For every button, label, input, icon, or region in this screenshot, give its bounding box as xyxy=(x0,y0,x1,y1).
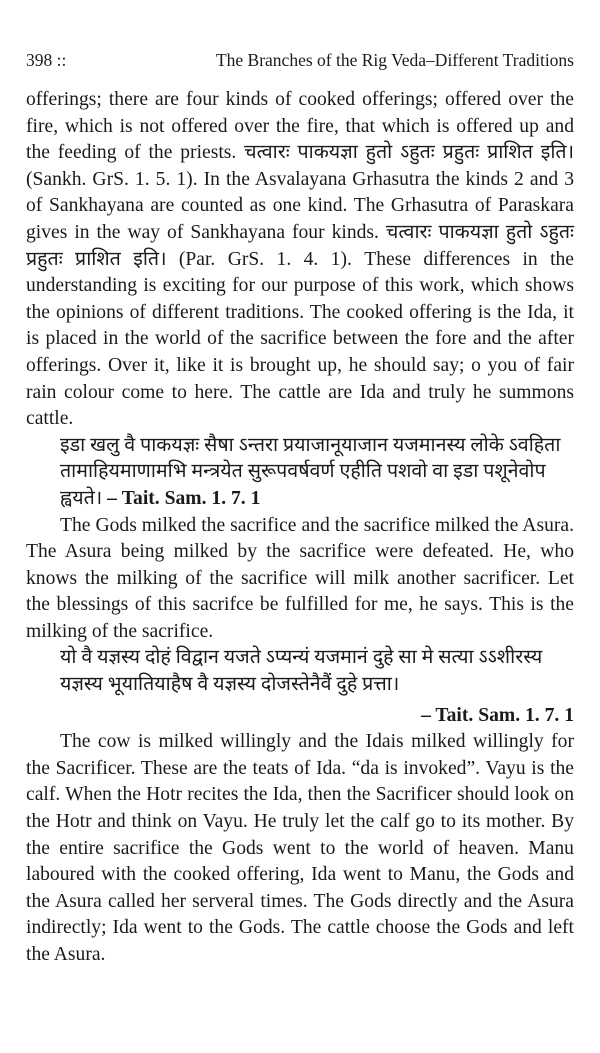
running-title: The Branches of the Rig Veda–Different Traditions xyxy=(215,50,574,70)
sanskrit-line: तामाहियमाणामभि मन्त्रयेत सुरूपवर्षवर्ण एहीति पशवो वा इडा पशूनेवोप xyxy=(60,461,546,483)
sanskrit-quote-2 xyxy=(26,645,574,698)
text-line: and the after offerings. Over it, like it is brought up, he should xyxy=(26,328,574,376)
running-header xyxy=(26,50,574,71)
text-line: say; o you of fair rain colour come to here. The cattle are Ida and xyxy=(26,354,575,403)
sanskrit-line: यो वै यज्ञस्य दोहं विद्वान यजते ऽप्यन्यं यजमानं दुहे सा मे सत्या ऽऽशीरस्य xyxy=(60,647,543,669)
body-text xyxy=(26,87,574,969)
citation: – Tait. Sam. 1. 7. 1 xyxy=(107,487,261,509)
text-line: the Sacrificer. These are the teats of Ida. “da is invoked”. Vayu is xyxy=(26,757,551,779)
text-line: Let the blessings of this sacrifce be fulfilled for me, he says. This is xyxy=(26,567,574,616)
text-line: the Ida, it is placed in the world of the sacrifice between the fore xyxy=(26,301,574,350)
text-line: shows the opinions of different traditions. The cooked offering is xyxy=(26,275,574,323)
text-line: Gods directly and the Asura indirectly; Ida went to the Gods. The xyxy=(26,890,574,939)
text-line: Asura. The Asura being milked by the sacrifice were defeated. He, xyxy=(26,514,574,563)
text-line: the understanding is exciting for our purpose of this work, which xyxy=(26,248,574,297)
sanskrit-line-with-citation xyxy=(60,486,574,513)
text-line: the calf. When the Hotr recites the Ida, then the Sacrificer should xyxy=(26,757,574,806)
text-line: The Gods milked the sacrifice and the sacrifice milked the xyxy=(60,514,523,536)
sanskrit-line: ह्वयते। xyxy=(60,487,103,509)
text-line: Paraskara gives in the way of Sankhayana four kinds. चत्वारः पाकयज्ञा xyxy=(26,195,574,243)
text-line: offerings; there are four kinds of cooked offerings; offered over xyxy=(26,89,551,110)
paragraph-3 xyxy=(26,729,574,968)
text-line: truly he summons cattle. xyxy=(26,381,575,430)
page-number: 398 :: xyxy=(26,50,67,70)
text-line: the milking of the sacrifice. xyxy=(26,594,574,642)
citation: – Tait. Sam. 1. 7. 1 xyxy=(421,704,574,726)
text-line: and the feeding of the priests. चत्वारः पाकयज्ञा हुतो ऽहुतः प्रहुतः प्राशित xyxy=(26,115,574,164)
paragraph-2 xyxy=(26,513,574,646)
text-line: 2 and 3 of Sankhayana are counted as one kind. The Grhasutra of xyxy=(26,168,574,217)
text-line: The cow is milked willingly and the Idais milked willingly for xyxy=(60,731,574,753)
text-line: look on the Hotr and think on Vayu. He truly let the calf go to xyxy=(26,784,574,833)
paragraph-1 xyxy=(26,87,574,433)
text-line: हुतो ऽहुतः प्रहुतः प्राशित इति। (Par. GrS. 1. 4. 1). These differences in xyxy=(26,221,575,270)
text-line: cattle choose the Gods and left the Asura. xyxy=(26,917,574,965)
sanskrit-quote-1 xyxy=(26,433,574,513)
text-line: इति। (Sankh. GrS. 1. 5. 1). In the Asvalayana Grhasutra the kinds xyxy=(26,142,574,190)
sanskrit-line: यज्ञस्य भूयातियाहैष वै यज्ञस्य दोजस्तेनैवैं दुहे प्रत्ता। xyxy=(60,674,400,696)
text-line: its mother. By the entire sacrifice the Gods went to the world xyxy=(26,811,575,859)
text-line: who knows the milking of the sacrifice will milk another sacrificer. xyxy=(26,541,574,589)
text-line: to Manu, the Gods and the Asura called her serveral times. The xyxy=(26,864,575,912)
text-line: the fire, which is not offered over the fire, that which is offered up xyxy=(26,89,574,137)
text-line: of heaven. Manu laboured with the cooked offering, Ida went xyxy=(26,837,574,886)
sanskrit-line: इडा खलु वै पाकयज्ञः सैषा ऽन्तरा प्रयाजानूयाजान यजमानस्य लोके ऽवहिता xyxy=(60,434,561,456)
